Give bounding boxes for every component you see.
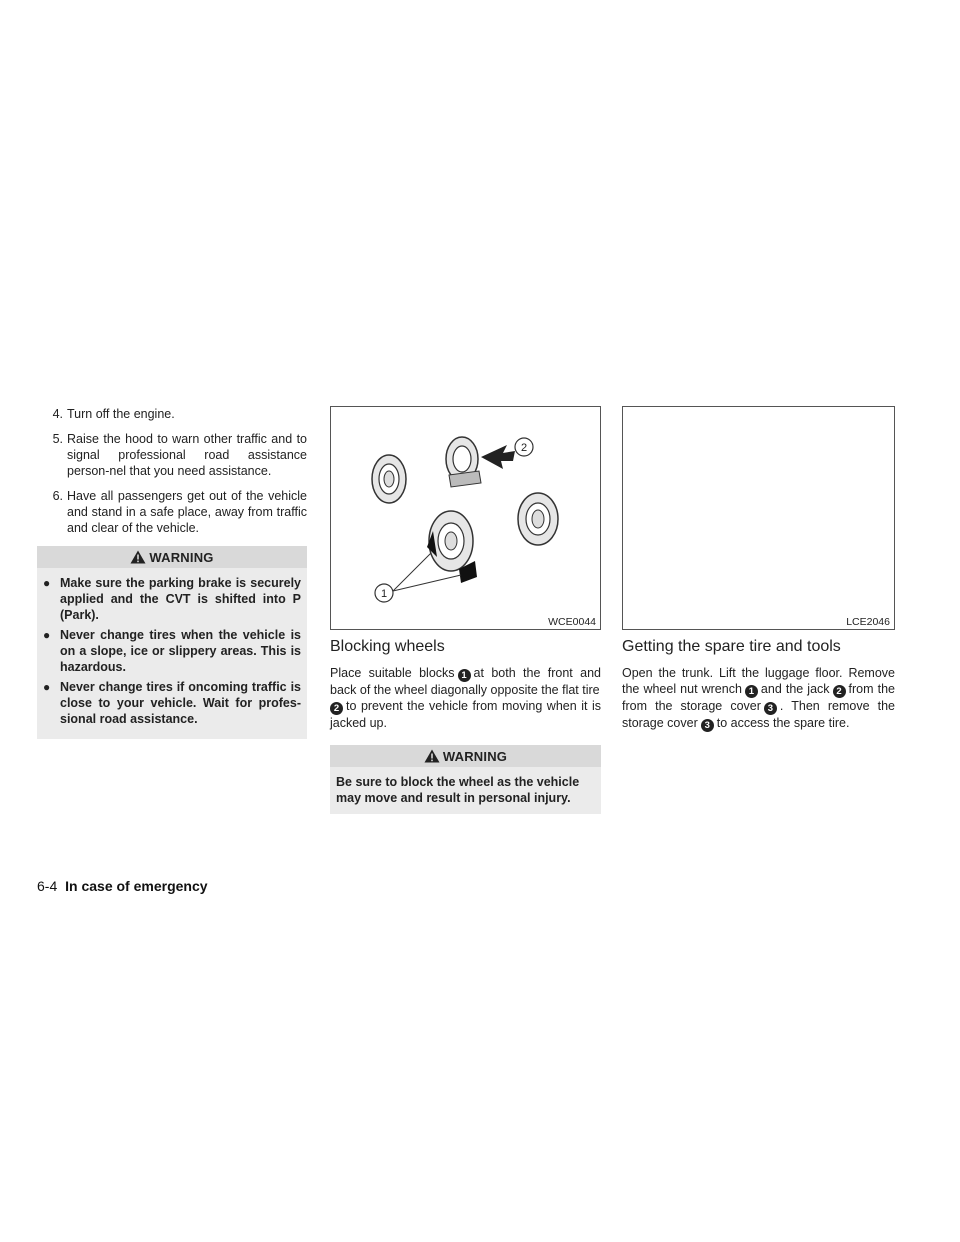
arrow-icon: [481, 445, 515, 469]
right-column: [622, 406, 895, 746]
spare-paragraph: Open the trunk. Lift the luggage floor. Remove the wheel nut wrench 1 and the jack 2 from the from the storage cover 3 . Then remove the storage cover 3 to access the spare tire.: [622, 666, 895, 731]
step-number: 4.: [52, 407, 63, 421]
circled-number-3: 3: [764, 702, 777, 715]
warning-body: Be sure to block the wheel as the vehicle may move and result in personal injury.: [330, 767, 601, 814]
step-text: Turn off the engine.: [67, 407, 175, 421]
warning-header: [37, 546, 307, 568]
circled-number-3: 3: [701, 719, 714, 732]
step-number: 5.: [52, 432, 63, 446]
warning-item-text: Make sure the parking brake is securely applied and the CVT is shifted into P (Park).: [60, 576, 301, 622]
warning-header: [330, 745, 601, 767]
warning-title: WARNING: [442, 748, 508, 764]
tire-icon: [518, 493, 558, 545]
page-footer: [37, 878, 208, 894]
page-number: 6-4: [37, 878, 58, 894]
figure-code: LCE2046: [846, 616, 890, 628]
warning-item: [43, 575, 301, 623]
bullet-icon: ●: [43, 576, 51, 590]
section-title: Getting the spare tire and tools: [622, 638, 841, 655]
warning-item-text: Never change tires when the vehicle is on a slope, ice or slippery areas. This is hazardous.: [60, 628, 301, 674]
blocking-paragraph: Place suitable blocks 1 at both the front and back of the wheel diagonally opposite the flat tire 2 to prevent the vehicle from moving when it is jacked up.: [330, 666, 602, 730]
circled-number-2: 2: [833, 685, 846, 698]
circled-number-1: 1: [745, 685, 758, 698]
bullet-icon: ●: [43, 680, 51, 694]
step-text: Raise the hood to warn other traffic and to signal professional road assistance person-nel that you need assistance.: [67, 432, 307, 478]
left-column: [37, 406, 307, 739]
tire-icon: [446, 437, 481, 487]
warning-item-text: Never change tires if oncoming traffic is close to your vehicle. Wait for profes-sional road assistance.: [60, 680, 301, 726]
warning-box: [37, 546, 307, 739]
warning-item: [43, 679, 301, 727]
warning-item: [43, 627, 301, 675]
footer-section-title: In case of emergency: [65, 878, 208, 894]
step-list: [37, 406, 307, 536]
warning-triangle-icon: [130, 550, 146, 564]
warning-triangle-icon: [424, 749, 440, 763]
spare-tire-figure: [622, 406, 895, 630]
step-item: [37, 488, 307, 536]
step-number: 6.: [52, 489, 63, 503]
step-item: [37, 431, 307, 479]
circled-number-1: 1: [458, 669, 471, 682]
middle-column: [330, 406, 601, 814]
step-item: [37, 406, 307, 422]
tire-icon: [427, 511, 477, 583]
figure-code: WCE0044: [548, 616, 596, 628]
warning-box: [330, 745, 601, 814]
blocking-wheels-figure: [330, 406, 601, 630]
callout-2: 2: [520, 442, 528, 454]
warning-body: [37, 568, 307, 739]
callout-1: 1: [380, 588, 388, 600]
circled-number-2: 2: [330, 702, 343, 715]
bullet-icon: ●: [43, 628, 51, 642]
step-text: Have all passengers get out of the vehicle and stand in a safe place, away from traffic and clear of the vehicle.: [67, 489, 307, 535]
section-title: Blocking wheels: [330, 638, 445, 655]
tire-icon: [372, 455, 406, 503]
warning-title: WARNING: [149, 549, 214, 565]
wheel-blocks-illustration: [331, 407, 602, 629]
